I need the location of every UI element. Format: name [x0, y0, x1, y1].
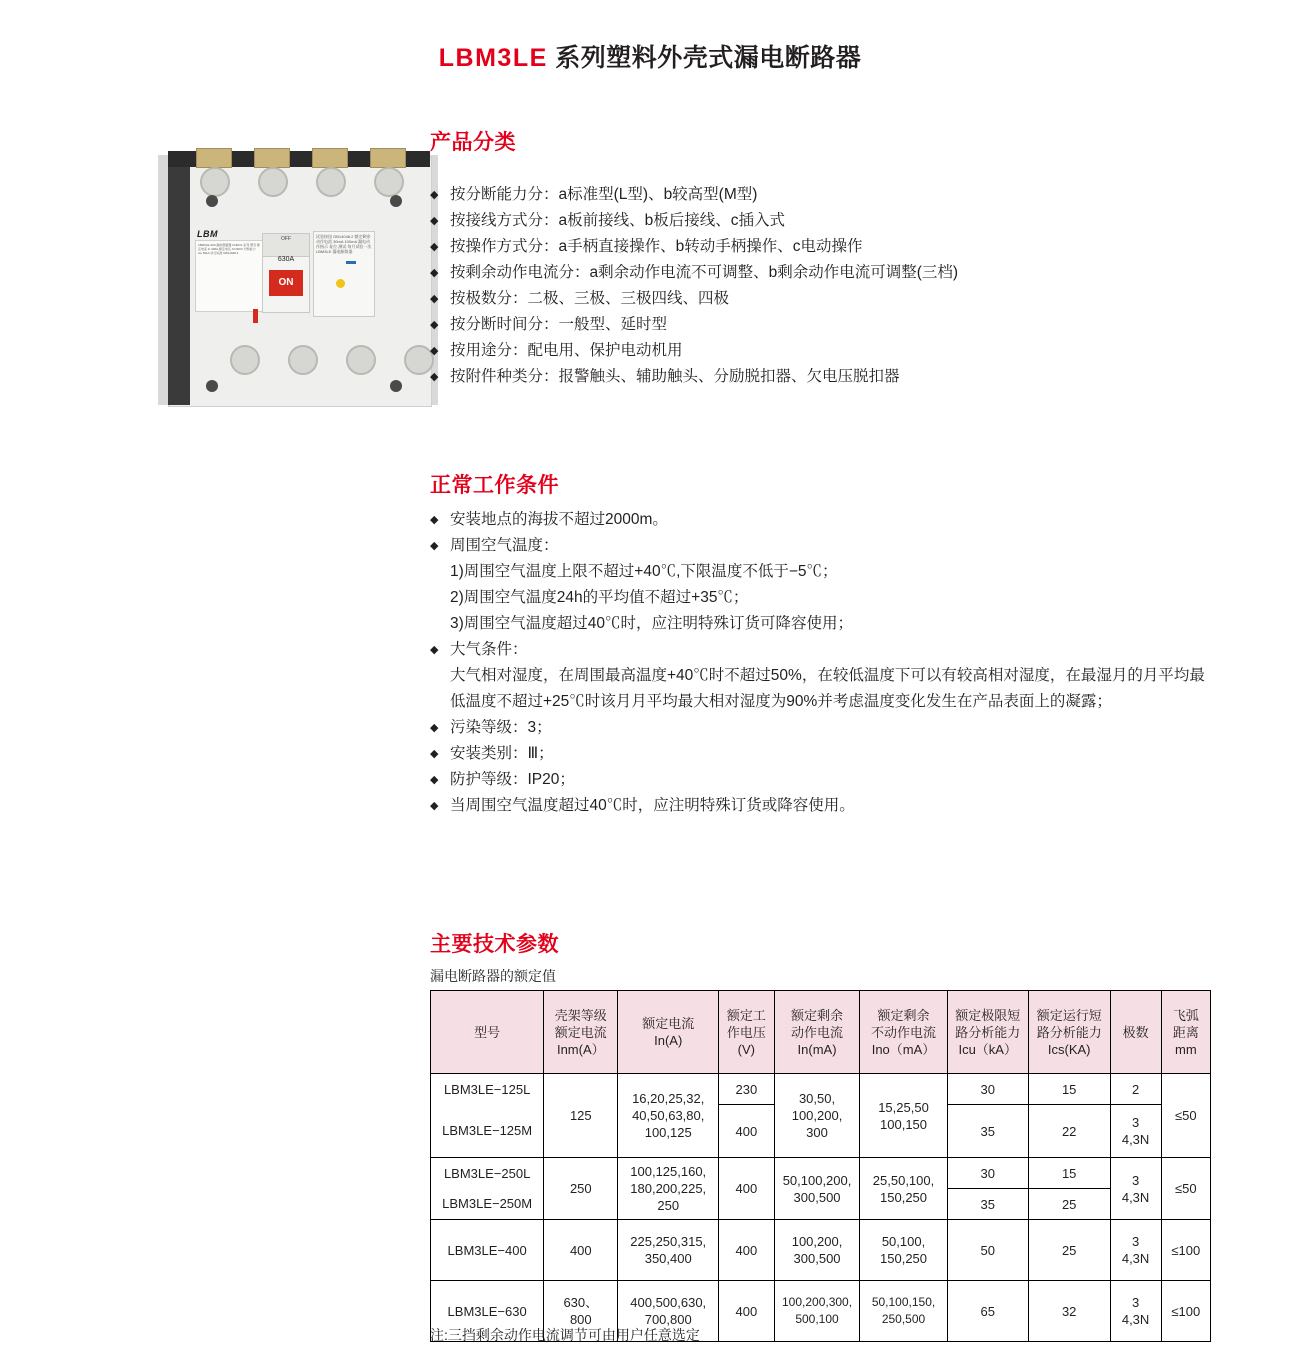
spec-table: [430, 990, 1211, 1342]
cell-frame-current: 250: [544, 1158, 618, 1220]
list-item: ◆ 安装类别：Ⅲ；: [430, 741, 1220, 767]
page-title: [0, 38, 1300, 74]
table-row: [431, 1220, 1211, 1281]
cell-model: LBM3LE−250L: [431, 1158, 544, 1189]
product-photo: [150, 145, 450, 415]
heading-classification: 产品分类: [430, 131, 516, 154]
cell-rated-current: 400,500,630, 700,800: [618, 1281, 719, 1342]
classification-list: [430, 182, 958, 390]
cell-model: LBM3LE−125L: [431, 1074, 544, 1105]
cell-voltage: 400: [719, 1220, 775, 1281]
title-rest: 系列塑料外壳式漏电断路器: [555, 44, 862, 72]
list-subitem: 2)周围空气温度24h的平均值不超过+35℃；: [450, 589, 749, 606]
table-note: 注:三挡剩余动作电流调节可由用户任意选定: [430, 1327, 700, 1343]
terminal-top-4: [370, 148, 406, 168]
list-item: ◆ 周围空气温度：: [430, 533, 1220, 559]
cell-frame-current: 630、 800: [544, 1281, 618, 1342]
terminal-hole-bottom-1: [230, 345, 260, 375]
list-item: ◆ 按操作方式分：a手柄直接操作、b转动手柄操作、c电动操作: [430, 234, 958, 260]
cell-arc-distance: ≤100: [1161, 1281, 1210, 1342]
terminal-hole-bottom-3: [346, 345, 376, 375]
list-item: ◆ 按剩余动作电流分：a剩余动作电流不可调整、b剩余动作电流可调整(三档): [430, 260, 958, 286]
col-header-poles: 极数: [1110, 991, 1161, 1074]
cell-icu: 30: [947, 1074, 1028, 1105]
cell-non-operating-current: 50,100,150, 250,500: [860, 1281, 947, 1342]
cell-icu: 35: [947, 1189, 1028, 1220]
cell-rated-current: 225,250,315, 350,400: [618, 1220, 719, 1281]
col-header-arc-distance: 飞弧 距离 mm: [1161, 991, 1210, 1074]
trip-indicator-icon: [253, 309, 258, 323]
cell-ics: 25: [1028, 1189, 1110, 1220]
cell-voltage: 230: [719, 1074, 775, 1105]
cell-arc-distance: ≤100: [1161, 1220, 1210, 1281]
cell-poles: 3 4,3N: [1110, 1281, 1161, 1342]
terminal-hole-top-2: [258, 167, 288, 197]
cell-arc-distance: ≤50: [1161, 1158, 1210, 1220]
cell-non-operating-current: 25,50,100, 150,250: [860, 1158, 947, 1220]
terminal-top-3: [312, 148, 348, 168]
heading-conditions: 正常工作条件: [430, 474, 559, 497]
terminal-hole-top-1: [200, 167, 230, 197]
list-item: ◆ 安装地点的海拔不超过2000m。: [430, 507, 1220, 533]
col-header-non-operating-current: 额定剩余 不动作电流 Ino（mA）: [860, 991, 947, 1074]
cell-non-operating-current: 50,100, 150,250: [860, 1220, 947, 1281]
list-item: ◆ 按附件种类分：报警触头、辅助触头、分励脱扣器、欠电压脱扣器: [430, 364, 958, 390]
list-item: ◆ 污染等级：3；: [430, 715, 1220, 741]
col-header-icu: 额定极限短 路分析能力 Icu（kA）: [947, 991, 1028, 1074]
cell-ics: 15: [1028, 1074, 1110, 1105]
cell-residual-current: 50,100,200, 300,500: [774, 1158, 860, 1220]
switch-on-label: ON: [269, 270, 303, 296]
cell-model: LBM3LE−250M: [431, 1189, 544, 1220]
terminal-top-1: [196, 148, 232, 168]
conditions-list: [430, 507, 1220, 819]
screw-4: [390, 380, 402, 392]
cell-poles: 3 4,3N: [1110, 1158, 1161, 1220]
cell-icu: 50: [947, 1220, 1028, 1281]
table-caption: 漏电断路器的额定值: [430, 968, 556, 984]
title-brand: LBM3LE: [438, 44, 548, 72]
cell-poles: 2: [1110, 1074, 1161, 1105]
cell-non-operating-current: 15,25,50 100,150: [860, 1074, 947, 1158]
indicator-yellow-icon: [336, 279, 345, 288]
product-rating-label: LBM3LE-400 漏电断路器 CNRUL 系列 塑壳 额定电流 In 400A 额定电压 AC400V 分断能力 Icu 50kA 执行标准 GB14048.2: [195, 240, 263, 312]
list-item: ◆ 按接线方式分：a板前接线、b板后接线、c插入式: [430, 208, 958, 234]
product-test-panel: 试验按钮 GB14048.2 额定剩余动作电流 30mA 100mA 漏电动作指示 复位 测试 每月试验一次 LBM3LE 漏电断路器: [313, 231, 375, 317]
list-item: ◆ 大气条件：: [430, 637, 1220, 663]
list-item: ◆ 按分断时间分：一般型、延时型: [430, 312, 958, 338]
list-item: ◆ 按极数分：二极、三极、三极四线、四极: [430, 286, 958, 312]
cell-arc-distance: ≤50: [1161, 1074, 1210, 1158]
cell-residual-current: 100,200, 300,500: [774, 1220, 860, 1281]
list-item: ◆ 当周围空气温度超过40℃时，应注明特殊订货或降容使用。: [430, 793, 1220, 819]
cell-poles: 3 4,3N: [1110, 1105, 1161, 1158]
screw-1: [206, 195, 218, 207]
col-header-rated-current: 额定电流 In(A): [618, 991, 719, 1074]
product-switch: [262, 233, 310, 313]
list-paragraph: 大气相对湿度，在周围最高温度+40℃时不超过50%，在较低温度下可以有较高相对湿度，在最湿月的月平均最低温度不超过+25℃时该月月平均最大相对湿度为90%并考虑温度变化发生在产品表面上的凝露；: [450, 667, 1205, 710]
cell-poles: 3 4,3N: [1110, 1220, 1161, 1281]
cell-model: LBM3LE−125M: [431, 1105, 544, 1158]
cell-voltage: 400: [719, 1281, 775, 1342]
list-item: ◆ 防护等级：IP20；: [430, 767, 1220, 793]
list-item: ◆ 按用途分：配电用、保护电动机用: [430, 338, 958, 364]
product-left-panel: [168, 157, 190, 405]
terminal-hole-top-4: [374, 167, 404, 197]
cell-icu: 65: [947, 1281, 1028, 1342]
cell-frame-current: 125: [544, 1074, 618, 1158]
terminal-top-2: [254, 148, 290, 168]
cell-ics: 22: [1028, 1105, 1110, 1158]
cell-model: LBM3LE−400: [431, 1220, 544, 1281]
cell-rated-current: 100,125,160, 180,200,225, 250: [618, 1158, 719, 1220]
screw-2: [390, 195, 402, 207]
terminal-hole-bottom-2: [288, 345, 318, 375]
cell-icu: 30: [947, 1158, 1028, 1189]
screw-3: [206, 380, 218, 392]
cell-ics: 25: [1028, 1220, 1110, 1281]
col-header-voltage: 额定工 作电压 (V): [719, 991, 775, 1074]
cell-voltage: 400: [719, 1105, 775, 1158]
table-row: [431, 1074, 1211, 1105]
cell-ics: 32: [1028, 1281, 1110, 1342]
switch-amp-label: 630A: [277, 256, 295, 263]
col-header-frame-current: 壳架等级 额定电流 Inm(A）: [544, 991, 618, 1074]
switch-off-label: OFF: [263, 234, 309, 257]
cell-ics: 15: [1028, 1158, 1110, 1189]
product-brand-text: LBM: [197, 229, 218, 239]
list-subitem: 1)周围空气温度上限不超过+40℃,下限温度不低于−5℃；: [450, 563, 838, 580]
col-header-model: 型号: [431, 991, 544, 1074]
col-header-residual-current: 额定剩余 动作电流 In(mA): [774, 991, 860, 1074]
table-header-row: [431, 991, 1211, 1074]
list-subitem: 3)周围空气温度超过40℃时，应注明特殊订货可降容使用；: [450, 615, 854, 632]
cell-icu: 35: [947, 1105, 1028, 1158]
indicator-blue-icon: [346, 261, 356, 264]
cell-model: LBM3LE−630: [431, 1281, 544, 1342]
col-header-ics: 额定运行短 路分析能力 Ics(KA): [1028, 991, 1110, 1074]
cell-residual-current: 100,200,300, 500,100: [774, 1281, 860, 1342]
cell-residual-current: 30,50, 100,200, 300: [774, 1074, 860, 1158]
cell-rated-current: 16,20,25,32, 40,50,63,80, 100,125: [618, 1074, 719, 1158]
list-item: ◆ 按分断能力分：a标准型(L型)、b较高型(M型): [430, 182, 958, 208]
table-row: [431, 1158, 1211, 1189]
heading-specs: 主要技术参数: [430, 933, 559, 956]
terminal-hole-top-3: [316, 167, 346, 197]
cell-voltage: 400: [719, 1158, 775, 1220]
cell-frame-current: 400: [544, 1220, 618, 1281]
